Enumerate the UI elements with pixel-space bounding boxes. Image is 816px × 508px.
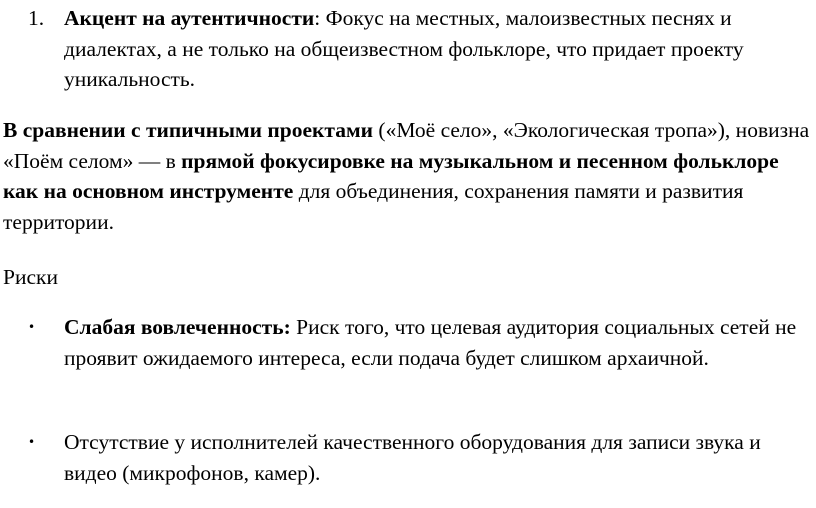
list-number: 1.: [28, 6, 45, 30]
item-bold-lead: Акцент на аутентичности: [64, 6, 315, 30]
comparison-text-1: («Моё село», «Экологическая тропа»), новизна «Поём селом» — в: [3, 118, 810, 173]
risk-description: Риск того, что целевая аудитория социальных сетей не проявит ожидаемого интереса, если подача будет слишком архаичной.: [64, 315, 797, 370]
list-item-text: [64, 3, 813, 95]
bullet-icon: •: [28, 320, 36, 334]
risk-description: Отсутствие у исполнителей качественного оборудования для записи звука и видео (микрофонов, камер).: [64, 430, 761, 485]
bullet-icon: •: [28, 435, 36, 449]
risk-list-item: [28, 312, 813, 373]
comparison-paragraph: [3, 115, 813, 237]
risk-text: [64, 427, 813, 488]
item-text: : Фокус на местных, малоизвестных песнях и диалектах, а не только на общеизвестном фольклоре, что придает проекту уникальность.: [64, 6, 744, 91]
comparison-text-2: для объединения, сохранения памяти и развития территории.: [3, 179, 744, 234]
risk-text: [64, 312, 813, 373]
comparison-bold-mid: прямой фокусировке на музыкальном и песенном фольклоре как на основном инструменте: [3, 148, 779, 203]
risk-bold-lead: Слабая вовлеченность:: [64, 315, 291, 339]
comparison-bold-lead: В сравнении с типичными проектами: [3, 118, 374, 142]
numbered-list-item: [28, 3, 813, 95]
risk-list-item: [28, 427, 813, 488]
risks-heading: Риски: [3, 265, 58, 289]
